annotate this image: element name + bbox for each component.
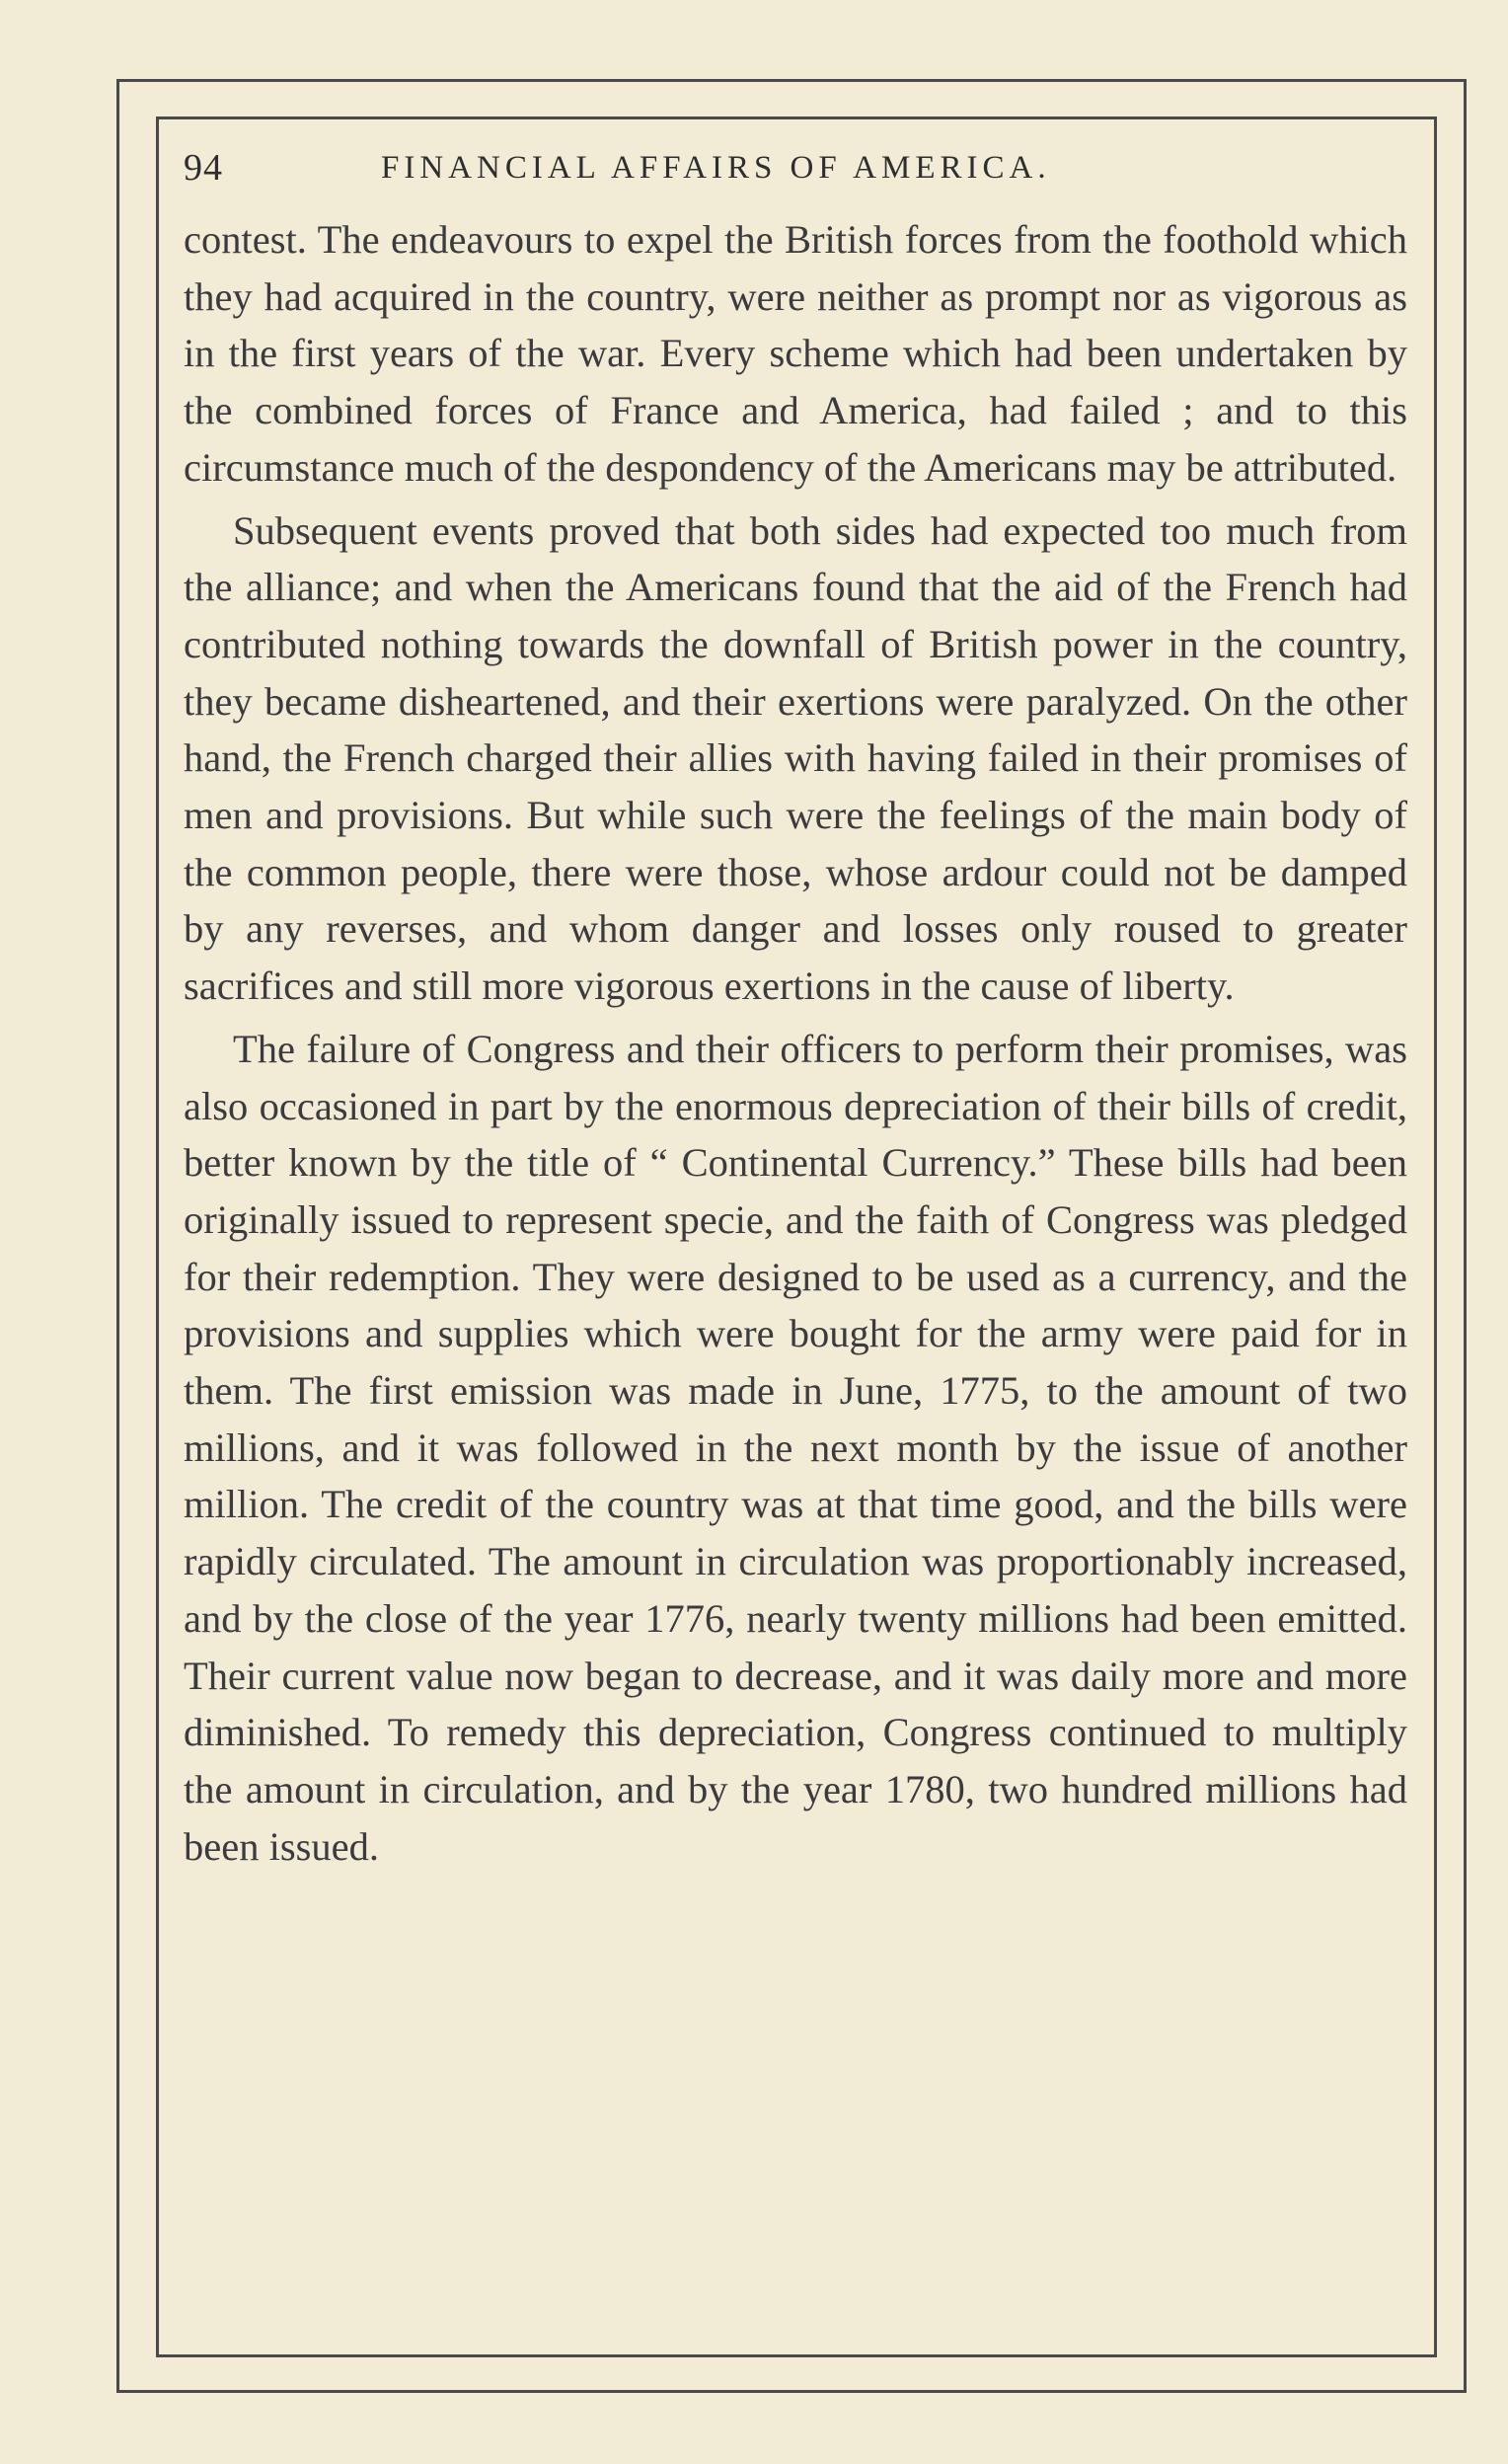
page-number: 94	[184, 147, 223, 189]
paragraph-1: contest. The endeavours to expel the British forces from the foothold which they had acquired in the country, were neither as prompt nor as vigorous as in the first years of the war. Every scheme which had been undertaken by the combined forces of France and America, had failed ; and to this circumstance much of the despondency of the Americans may be attributed.	[184, 217, 1407, 490]
paragraph-2: Subsequent events proved that both sides had expected too much from the alliance; and when the Americans found that the aid of the French had contributed nothing towards the downfall of British power in the country, they became disheartened, and their exertions were paralyzed. On the other hand, the French charged their allies with having failed in their promises of men and provisions. But while such were the feelings of the main body of the common people, there were those, whose ardour could not be damped by any reverses, and whom danger and losses only roused to greater sacrifices and still more vigorous exertions in the cause of liberty.	[184, 507, 1407, 1009]
page-header	[184, 146, 1240, 201]
body-text	[184, 211, 1407, 1875]
running-head: FINANCIAL AFFAIRS OF AMERICA.	[381, 150, 1051, 186]
paragraph-3: The failure of Congress and their officers to perform their promises, was also occasioned in part by the enormous depreciation of their bills of credit, better known by the title of “ Continental Currency.” These bills had been originally issued to represent specie, and the faith of Congress was pledged for their redemption. They were designed to be used as a currency, and the provisions and supplies which were bought for the army were paid for in them. The first emission was made in June, 1775, to the amount of two millions, and it was followed in the next month by the issue of another million. The credit of the country was at that time good, and the bills were rapidly circulated. The amount in circulation was proportionably increased, and by the close of the year 1776, nearly twenty millions had been emitted. Their current value now began to decrease, and it was daily more and more diminished. To remedy this depreciation, Congress continued to multiply the amount in circulation, and by the year 1780, two hundred millions had been issued.	[184, 1026, 1407, 1869]
